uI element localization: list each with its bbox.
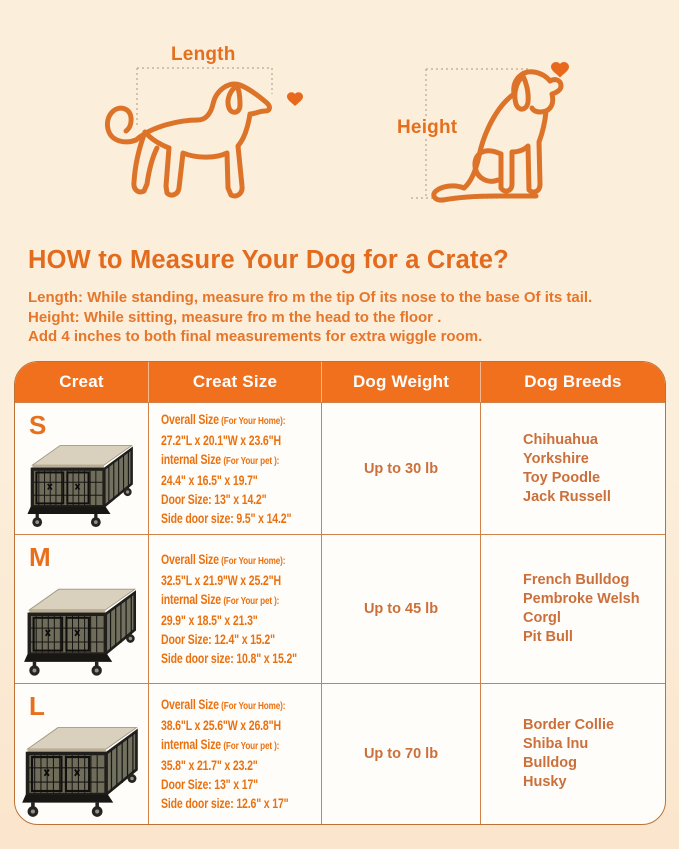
breed-item: Shiba lnu [523,736,589,752]
crate-cell-m [15,534,149,683]
size-line: internal Size (For Your pet ): [161,737,280,752]
size-letter: S [29,410,47,440]
breed-item: Pit Bull [523,629,573,645]
breed-item: Bulldog [523,755,577,771]
size-line: Overall Size (For Your Home): [161,697,286,712]
size-line: internal Size (For Your pet ): [161,451,280,467]
header-cell-dog-breeds: Dog Breeds [481,362,665,402]
size-line: 27.2"L x 20.1"W x 23.6"H [161,432,281,448]
breed-item: Corgl [523,610,561,626]
dog-weight-cell: Up to 30 lb [322,402,481,534]
breed-item: Pembroke Welsh [523,591,640,607]
size-line: Overall Size (For Your Home): [161,411,286,427]
page-title: HOW to Measure Your Dog for a Crate? [28,246,509,274]
breed-item: Husky [523,774,567,790]
size-line: Side door size: 10.8" x 15.2" [161,651,297,666]
size-line: Door Size: 12.4" x 15.2" [161,632,275,647]
intro-line-length: Length: While standing, measure fro m the tip Of its nose to the base Of its tail. [28,289,593,306]
intro-line-height: Height: While sitting, measure fro m the head to the floor . [28,308,442,326]
crate-size-table [14,361,666,825]
standing-dog-outline [107,84,269,196]
height-label: Height [394,117,460,139]
breed-item: Border Collie [523,717,615,733]
size-line: 24.4" x 16.5" x 19.7" [161,472,258,488]
size-line: 29.9" x 18.5" x 21.3" [161,613,258,628]
crate-cell-l [15,683,149,824]
size-letter: M [29,542,51,572]
size-line: Door Size: 13" x 17" [161,777,259,792]
dog-breeds-cell [481,402,665,534]
intro-line-wiggle: Add 4 inches to both final measurements for extra wiggle room. [28,328,483,345]
size-line: Side door size: 12.6" x 17" [161,796,289,811]
heart-icon [287,92,303,106]
size-line: 32.5"L x 21.9"W x 25.2"H [161,573,281,588]
breed-item: Yorkshire [523,450,589,467]
crate-image [21,578,142,680]
size-line: Door Size: 13" x 14.2" [161,491,267,507]
crate-size-cell [149,402,322,534]
crate-size-cell [149,683,322,824]
size-line: internal Size (For Your pet ): [161,592,280,607]
header-cell-dog-weight: Dog Weight [322,362,481,402]
breed-item: Toy Poodle [523,469,601,486]
crate-image [19,716,144,821]
crate-image [25,435,139,531]
intro-text [28,288,673,347]
header-cell-crate-size: Creat Size [149,362,322,402]
breed-item: French Bulldog [523,572,630,588]
heart-icon [551,62,569,78]
crate-cell-s [15,402,149,534]
dog-weight-cell: Up to 45 lb [322,534,481,683]
breed-item: Jack Russell [523,488,611,505]
crate-size-cell [149,534,322,683]
breed-item: Chihuahua [523,431,598,448]
dog-weight-cell: Up to 70 lb [322,683,481,824]
size-line: 38.6"L x 25.6"W x 26.8"H [161,718,281,733]
size-letter: L [29,691,45,721]
dog-breeds-cell [481,534,665,683]
size-line: 35.8" x 21.7" x 23.2" [161,758,258,773]
dog-breeds-cell [481,683,665,824]
size-line: Overall Size (For Your Home): [161,552,286,567]
header-cell-crate: Creat [15,362,149,402]
length-label: Length [171,44,236,65]
size-line: Side door size: 9.5" x 14.2" [161,510,292,526]
